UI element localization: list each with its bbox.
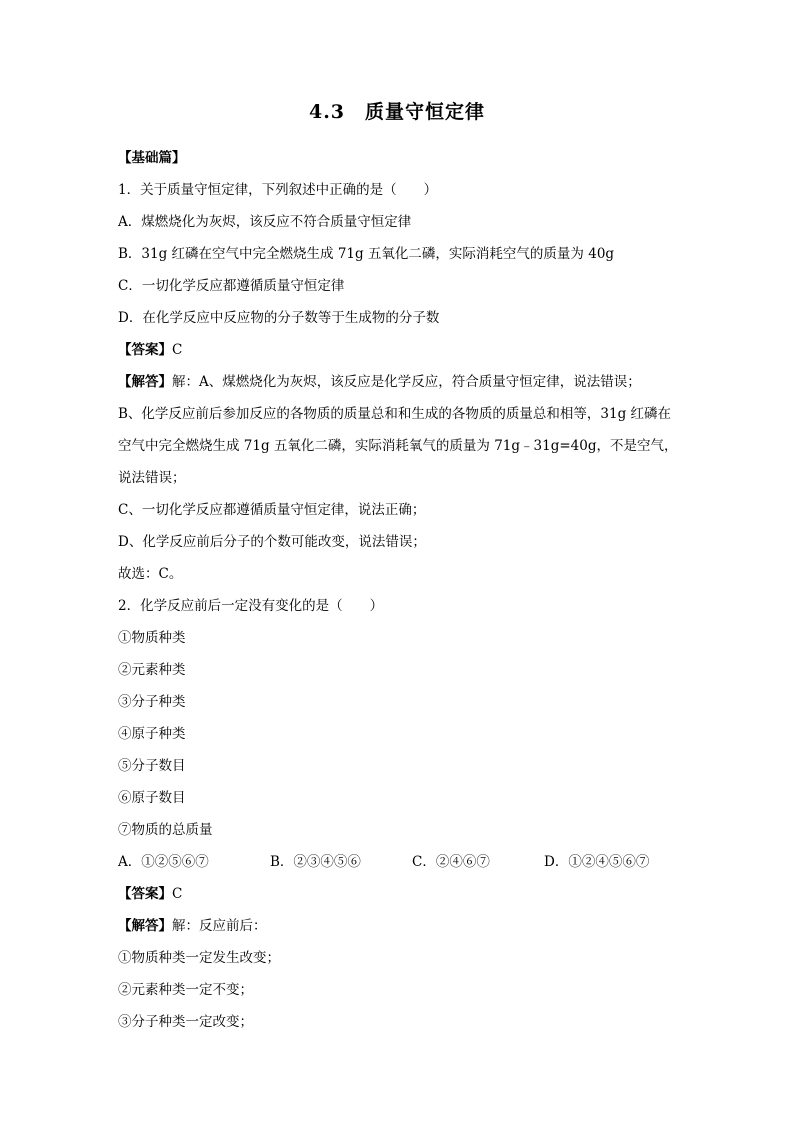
section-heading: 【基础篇】 [118,150,186,166]
analysis-label: 【解答】 [118,918,172,934]
question-2-analysis-line: ①物质种类一定发生改变； [118,950,280,966]
question-2-item: ⑤分子数目 [118,758,186,774]
answer-label: 【答案】 [118,342,172,358]
question-2-option-b: B．②③④⑤⑥ [270,854,361,870]
question-1-option-a: A．煤燃烧化为灰烬，该反应不符合质量守恒定律 [118,214,412,230]
question-1-analysis-line: D、化学反应前后分子的个数可能改变，说法错误； [118,534,426,550]
question-2-item: ⑦物质的总质量 [118,822,213,838]
document-body [118,142,678,1038]
question-2-analysis-line [118,910,678,942]
question-2-item: ④原子种类 [118,726,186,742]
question-2-option-c: C．②④⑥⑦ [412,854,490,870]
question-2-stem: 2．化学反应前后一定没有变化的是（ ） [118,598,384,614]
question-2-option-d: D．①②④⑤⑥⑦ [544,854,650,870]
question-1-option-d: D．在化学反应中反应物的分子数等于生成物的分子数 [118,310,440,326]
question-2-analysis-line: ③分子种类一定改变； [118,1014,253,1030]
question-2-option-a: A．①②⑤⑥⑦ [118,854,209,870]
question-1-analysis-line: B、化学反应前后参加反应的各物质的质量总和和生成的各物质的质量总和相等，31g 红磷在空气中完全燃烧生成 71g 五氧化二磷，实际消耗氧气的质量为 71g﹣31g=40g，不是空气，说法错误； [118,406,678,486]
question-2-options [118,846,678,878]
analysis-label: 【解答】 [118,374,172,390]
analysis-text: 解：反应前后： [172,918,267,934]
question-2-analysis-line: ②元素种类一定不变； [118,982,253,998]
question-2-item: ②元素种类 [118,662,186,678]
question-1-option-c: C．一切化学反应都遵循质量守恒定律 [118,278,345,294]
question-2-item: ①物质种类 [118,630,186,646]
question-2-item: ③分子种类 [118,694,186,710]
answer-value: C [172,886,183,902]
question-1-stem: 1．关于质量守恒定律，下列叙述中正确的是（ ） [118,182,438,198]
analysis-text: 解：A、煤燃烧化为灰烬，该反应是化学反应，符合质量守恒定律，说法错误； [172,374,641,390]
question-2-answer [118,878,678,910]
answer-value: C [172,342,183,358]
page-title: 4.3 质量守恒定律 [308,101,486,123]
question-1-answer [118,334,678,366]
question-1-analysis-line: C、一切化学反应都遵循质量守恒定律，说法正确； [118,502,426,518]
question-2-item: ⑥原子数目 [118,790,186,806]
question-1-analysis-line [118,366,678,398]
answer-label: 【答案】 [118,886,172,902]
question-1-analysis-line: 故选：C。 [118,566,183,582]
question-1-option-b: B．31g 红磷在空气中完全燃烧生成 71g 五氧化二磷，实际消耗空气的质量为 40g [118,246,615,262]
